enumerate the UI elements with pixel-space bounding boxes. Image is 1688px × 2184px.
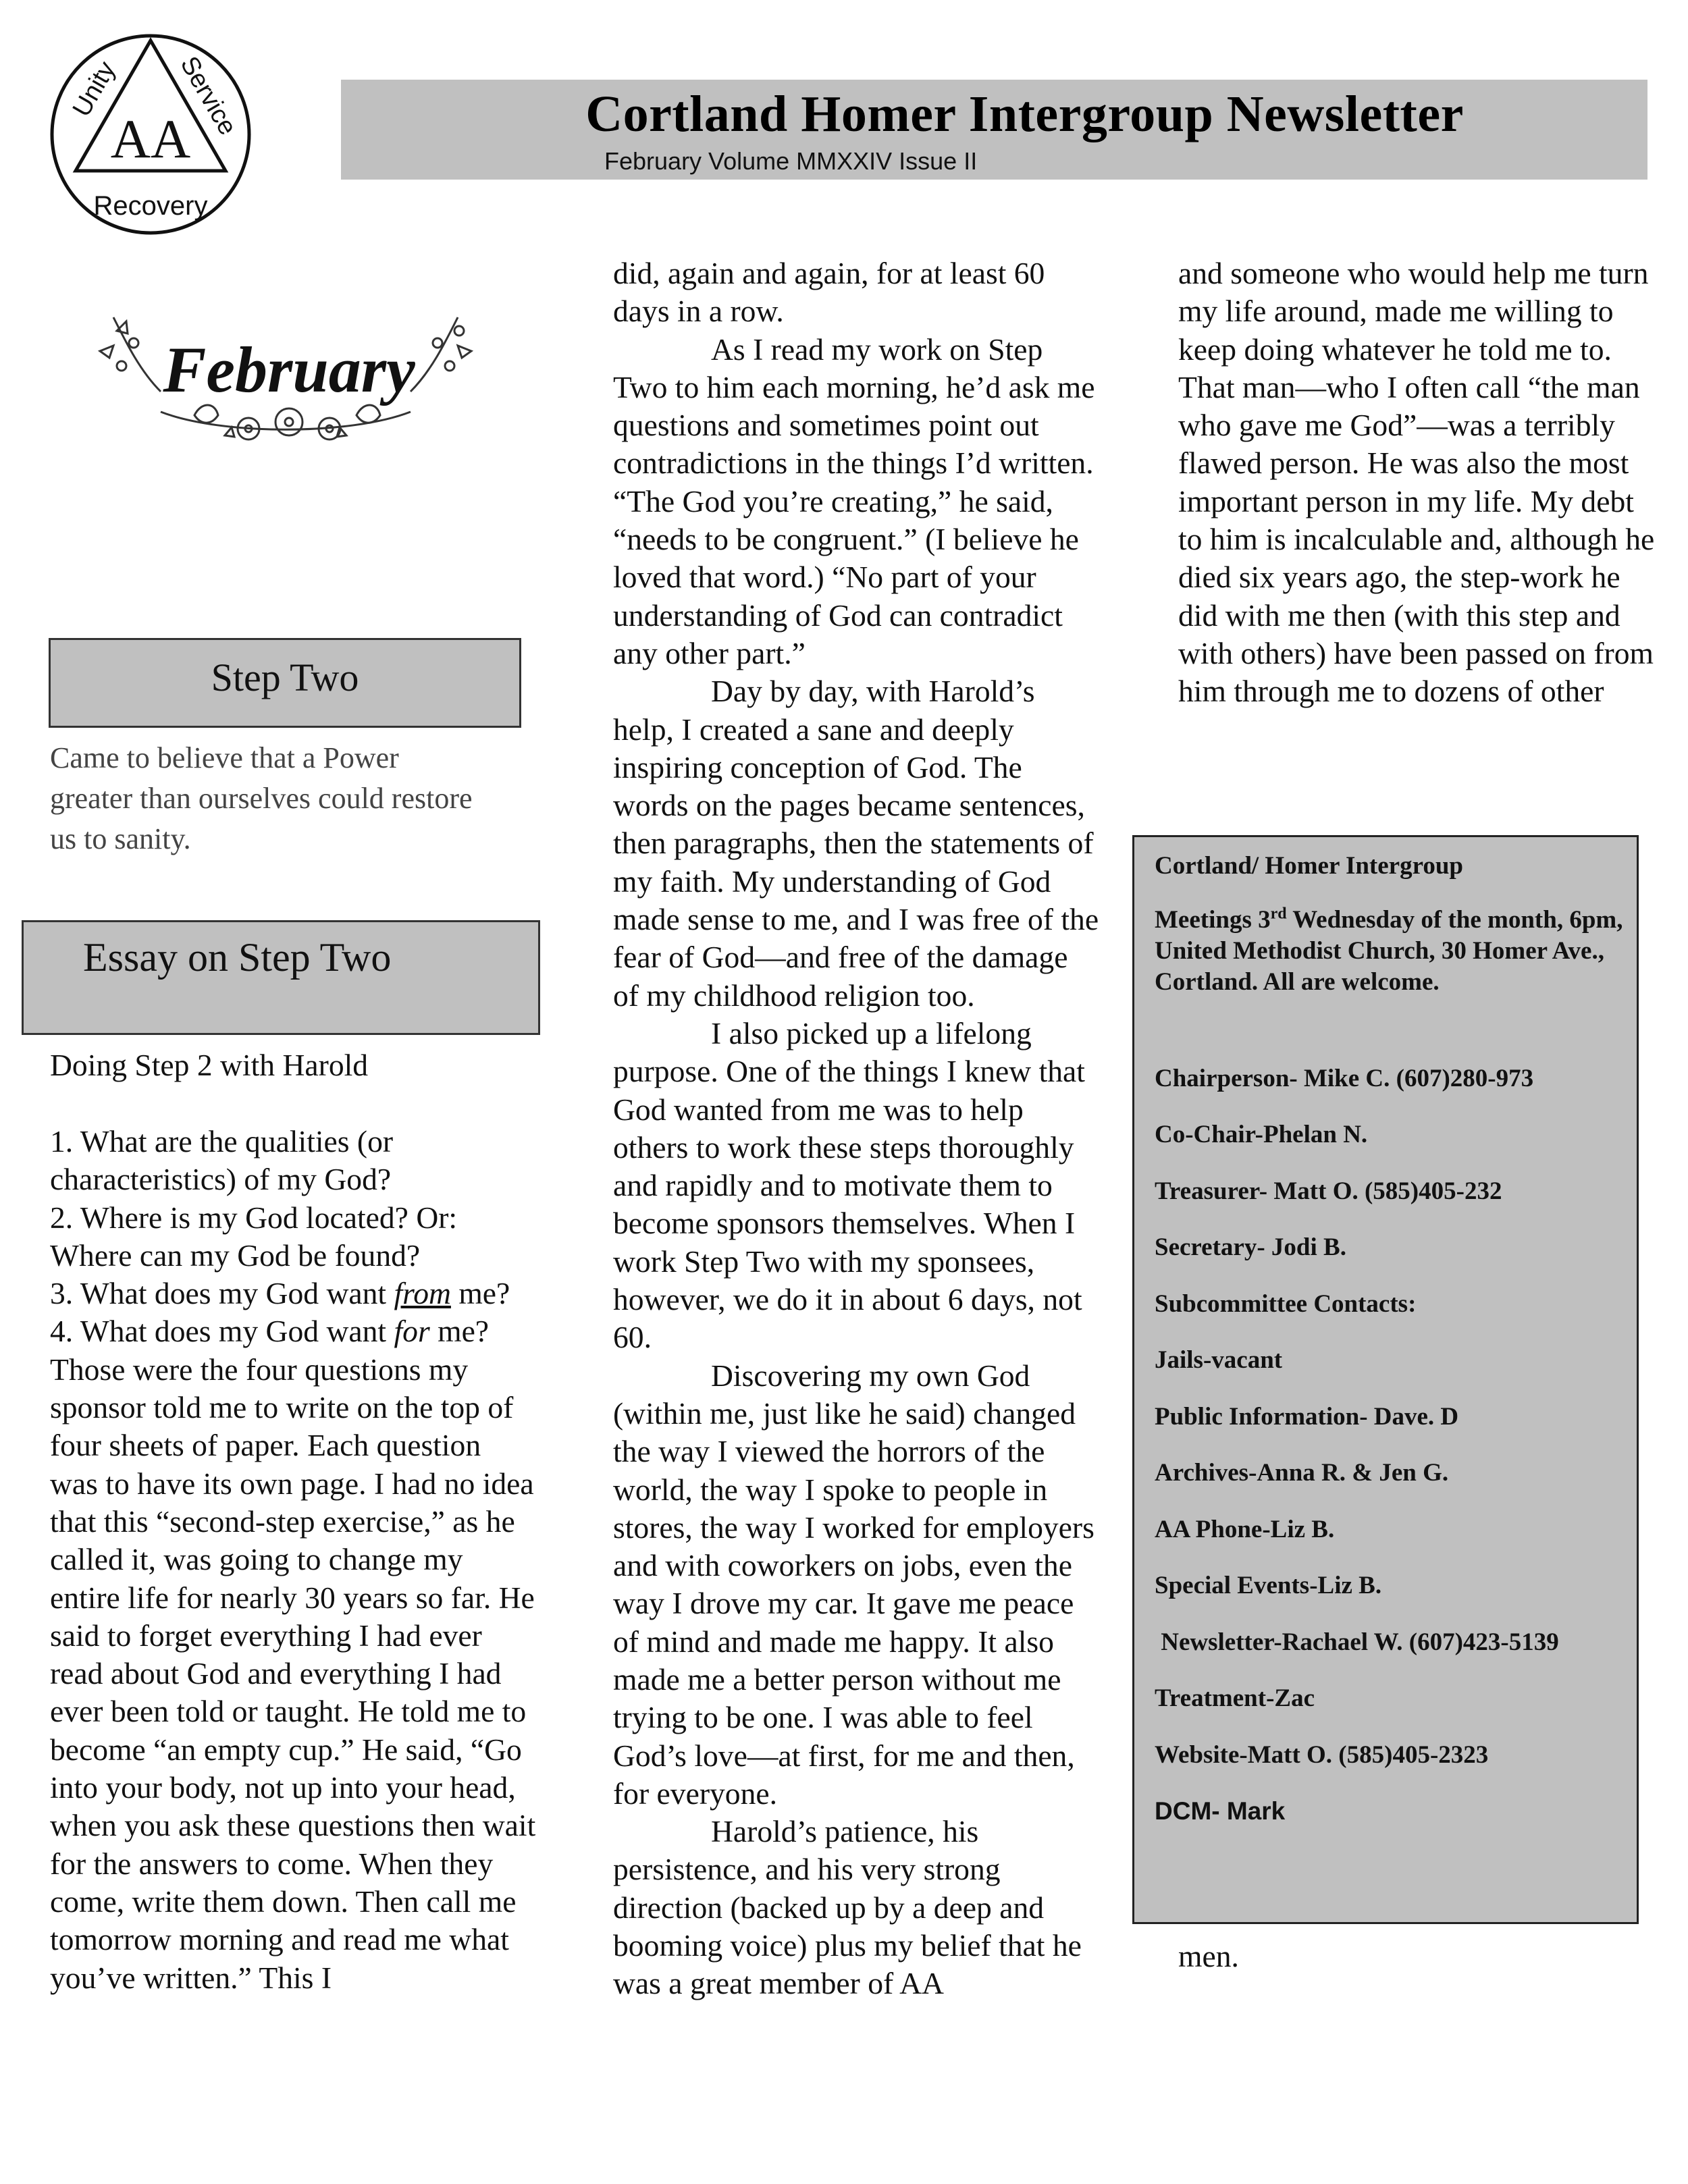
essay-paragraph: Day by day, with Harold’s help, I created a sane and deeply inspiring conception of God. The words on the pages became sentences, then paragraphs, then the statements of my faith. My understanding of God made sense to me, and I was free of the fear of God—and free of the damage of my childhood religion too.	[613, 674, 1099, 1013]
february-floral-graphic	[86, 290, 485, 452]
essay-heading-box	[22, 920, 540, 1035]
contact-line: Public Information- Dave. D	[1155, 1403, 1459, 1431]
contact-line: Newsletter-Rachael W. (607)423-5139	[1155, 1628, 1559, 1656]
essay-ending: men.	[1178, 1939, 1239, 1973]
contact-line: Chairperson- Mike C. (607)280-973	[1155, 1065, 1534, 1092]
essay-paragraph: Discovering my own God (within me, just like he said) changed the way I viewed the horrors of the world, the way I spoke to people in stores, the way I worked for employers and with coworkers on jobs, even the way I drove my car. It gave me peace of mind and made me happy. It also made me a better person without me trying to be one. I was able to feel God’s love—at first, for me and then, for everyone.	[613, 1358, 1094, 1811]
contact-line: Secretary- Jodi B.	[1155, 1233, 1346, 1261]
meeting-info: Meetings 3rd Wednesday of the month, 6pm, United Methodist Church, 30 Homer Ave., Cortland. All are welcome.	[1155, 905, 1623, 996]
step-two-statement: Came to believe that a Power greater than ourselves could restore us to sanity.	[50, 741, 473, 855]
contact-line: Special Events-Liz B.	[1155, 1572, 1382, 1599]
essay-heading: Essay on Step Two	[83, 935, 392, 980]
essay-paragraph: As I read my work on Step Two to him each morning, he’d ask me questions and sometimes point out contradictions in the things I’d written. “The God you’re creating,” he said, “needs to be congruent.” (I believe he loved that word.) “No part of your understanding of God can contradict any other part.”	[613, 331, 1095, 670]
intergroup-info-box	[1132, 835, 1639, 1924]
essay-column-2	[613, 255, 1099, 2003]
essay-paragraph: Harold’s patience, his persistence, and his very strong direction (backed up by a deep and booming voice) plus my belief that he was a great member of AA	[613, 1814, 1082, 2001]
question-1: 1. What are the qualities (or characteristics) of my God?	[50, 1124, 394, 1197]
logo-bottom-text: Recovery	[93, 191, 208, 221]
question-4: 4. What does my God want for me?	[50, 1314, 490, 1349]
contact-line: AA Phone-Liz B.	[1155, 1516, 1335, 1543]
header-banner	[341, 80, 1647, 180]
essay-paragraph: and someone who would help me turn my life around, made me willing to keep doing whatever he told me to. That man—who I often call “the man who gave me God”—was a terribly flawed person. He was also the most important person in my life. My debt to him is incalculable and, although he died six years ago, the step-work he did with me then (with this step and with others) have been passed on from him through me to dozens of other	[1178, 256, 1655, 709]
essay-column-3	[1178, 255, 1664, 711]
step-two-heading: Step Two	[211, 656, 359, 699]
aa-logo	[49, 32, 253, 236]
contact-line: Treatment-Zac	[1155, 1684, 1315, 1712]
logo-right-text: Service	[174, 51, 242, 140]
info-title: Cortland/ Homer Intergroup	[1155, 852, 1464, 880]
contact-line: Co-Chair-Phelan N.	[1155, 1121, 1368, 1148]
logo-left-text: Unity	[67, 57, 122, 122]
contact-line: Archives-Anna R. & Jen G.	[1155, 1459, 1449, 1487]
essay-paragraph: I also picked up a lifelong purpose. One of the things I knew that God wanted from me was to help others to work these steps thoroughly and rapidly and to motivate them to become sponsors themselves. When I work Step Two with my sponsees, however, we do it in about 6 days, not 60.	[613, 1015, 1085, 1355]
february-script-word: February	[163, 334, 415, 406]
question-3: 3. What does my God want from me?	[50, 1276, 510, 1311]
contact-line: Website-Matt O. (585)405-2323	[1155, 1741, 1489, 1769]
contact-line: Treasurer- Matt O. (585)405-232	[1155, 1177, 1502, 1205]
question-2: 2. Where is my God located? Or: Where can my God be found?	[50, 1200, 458, 1273]
contact-line: Subcommittee Contacts:	[1155, 1290, 1417, 1318]
essay-column-1	[50, 1123, 536, 1997]
essay-paragraph: did, again and again, for at least 60 days in a row.	[613, 256, 1045, 329]
contact-line: Jails-vacant	[1155, 1346, 1283, 1374]
essay-paragraph: Those were the four questions my sponsor told me to write on the top of four sheets of paper. Each question was to have its own page. I had no idea that this “second-step exercise,” as he called it, was going to change my entire life for nearly 30 years so far. He said to forget everything I had ever read about God and everything I had ever been told or taught. He told me to become “an empty cup.” He said, “Go into your body, not up into your head, when you ask these questions then wait for the answers to come. When they come, write them down. Then call me tomorrow morning and read me what you’ve written.” This I	[50, 1352, 536, 1995]
newsletter-issue: February Volume MMXXIV Issue II	[604, 147, 978, 175]
essay-subtitle: Doing Step 2 with Harold	[50, 1048, 369, 1082]
logo-center-text: AA	[110, 108, 191, 169]
contact-line: DCM- Mark	[1155, 1797, 1286, 1825]
step-two-heading-box	[49, 638, 521, 728]
newsletter-title: Cortland Homer Intergroup Newsletter	[585, 86, 1464, 142]
